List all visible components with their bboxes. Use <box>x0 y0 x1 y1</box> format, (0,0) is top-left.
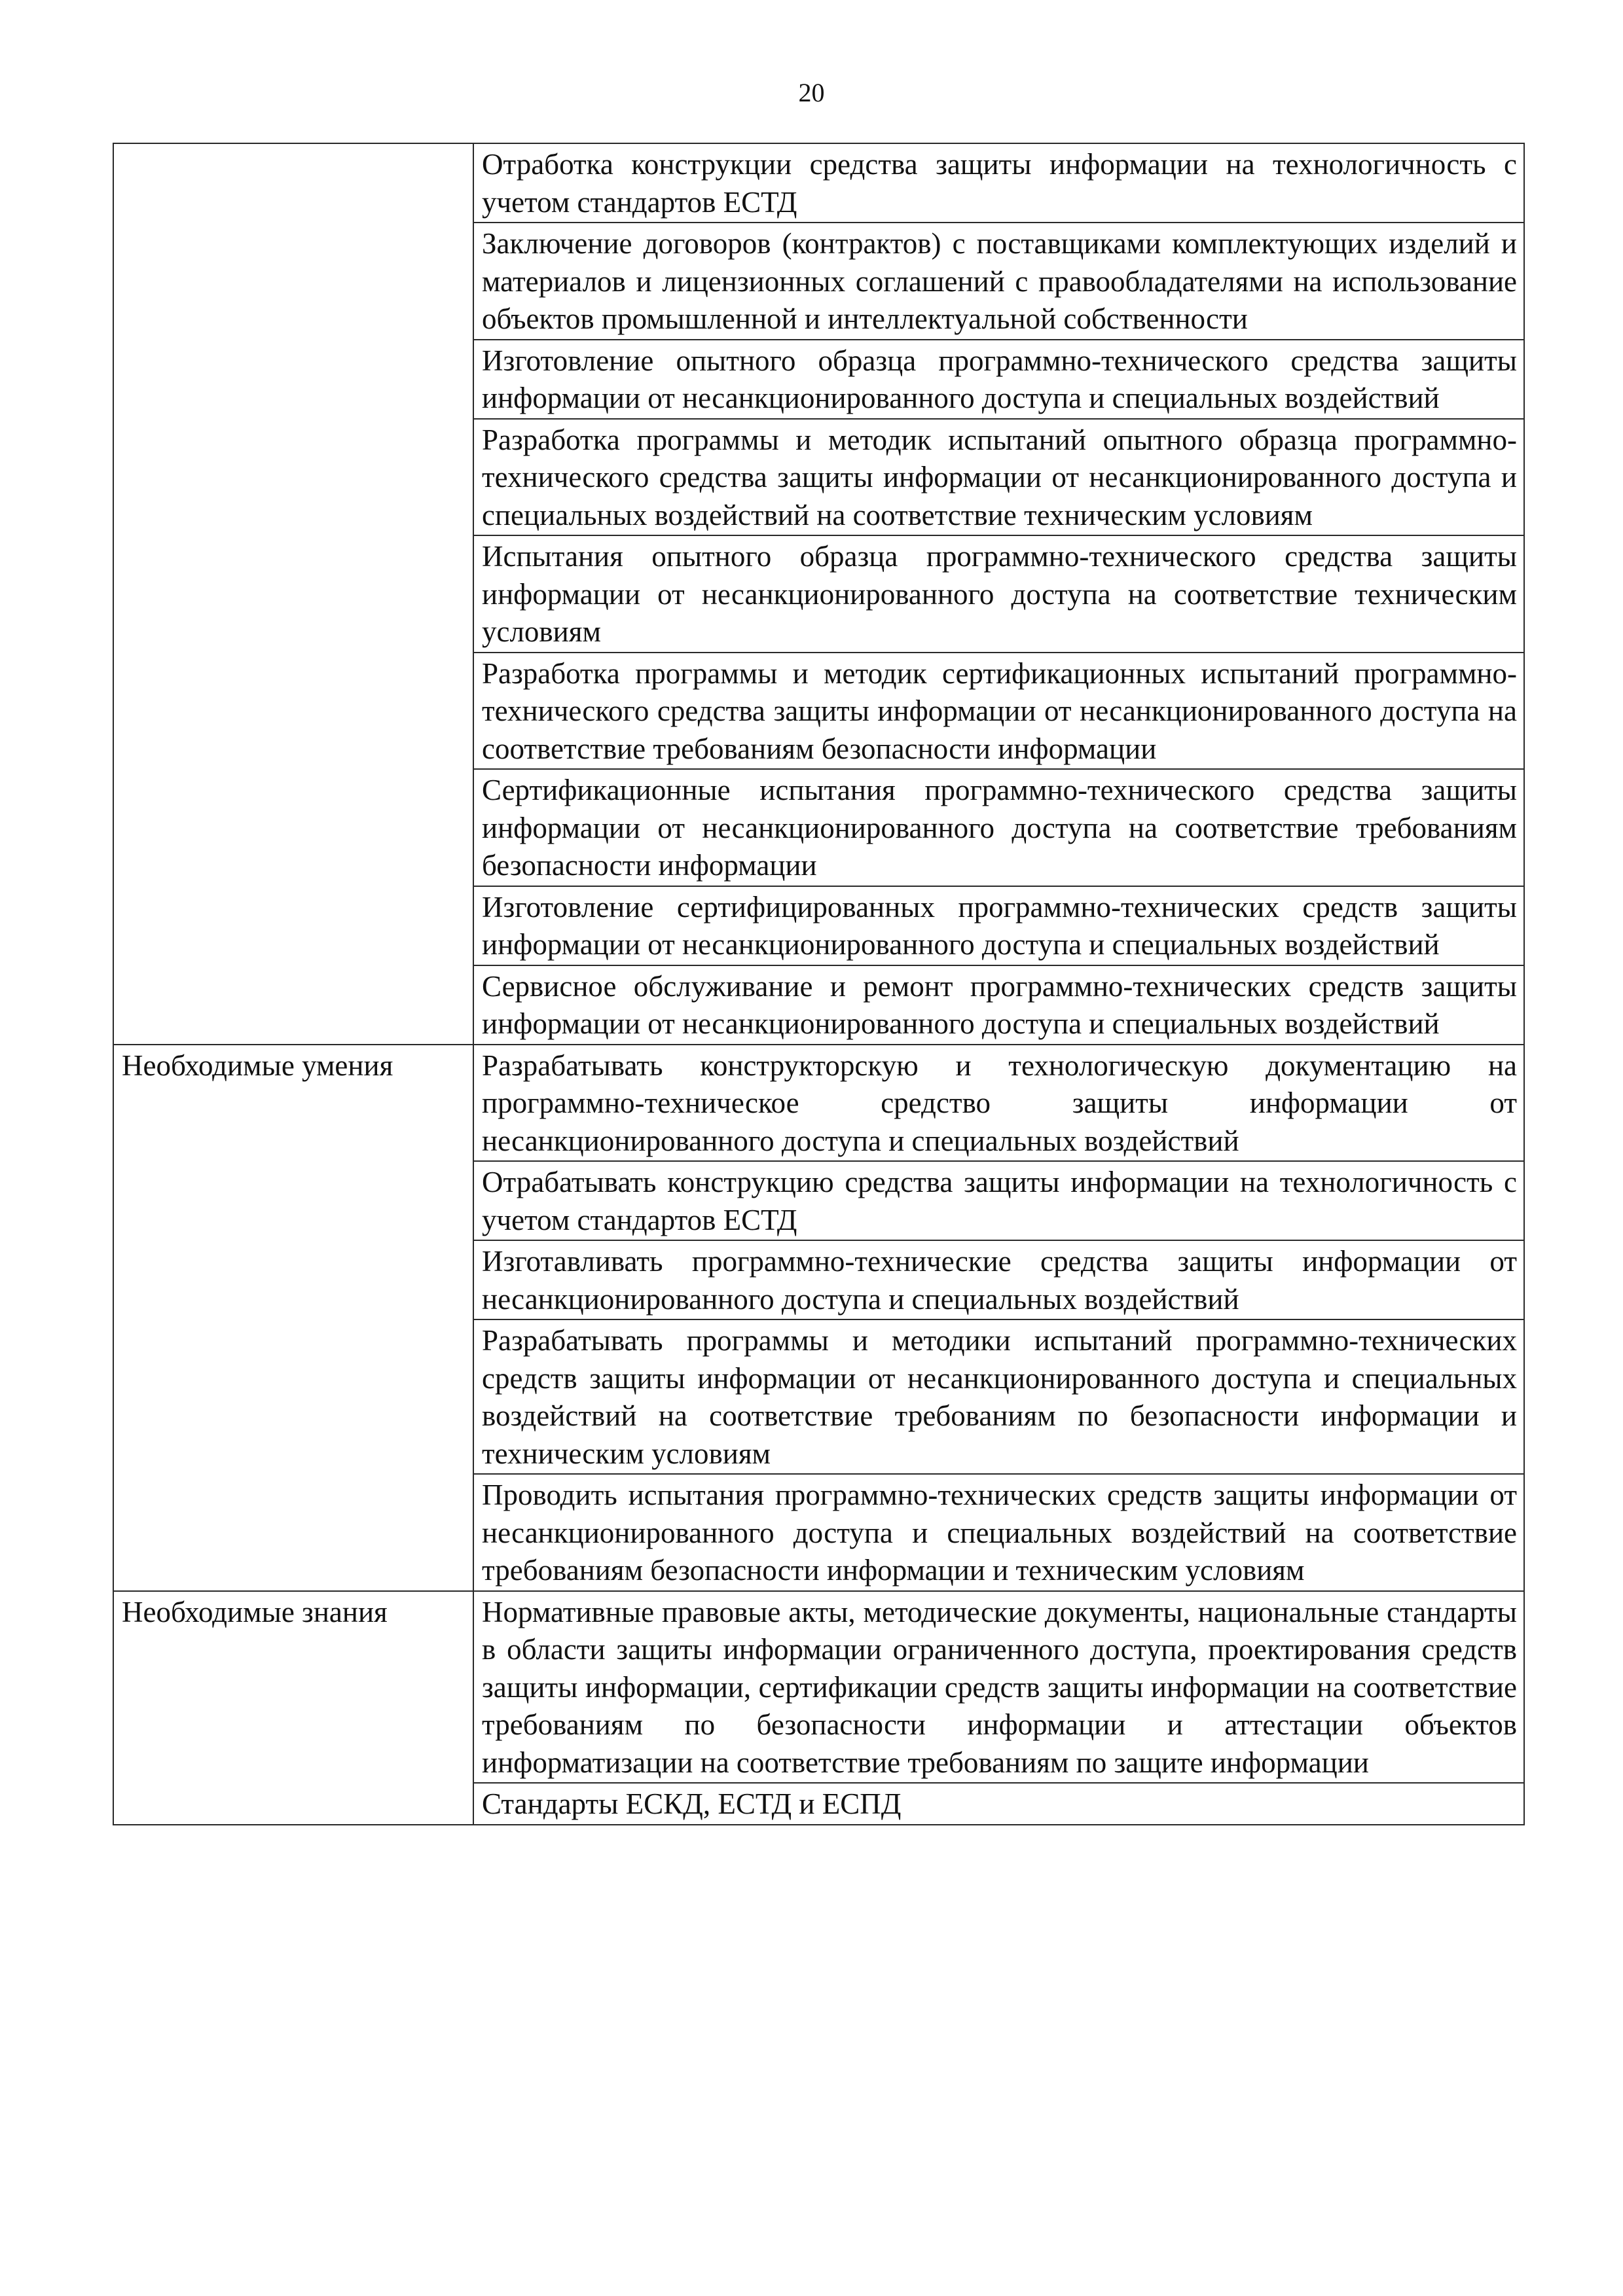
labor-action-item: Разработка программы и методик сертификационных испытаний программно-технического средства защиты информации от несанкционированного доступа на соответствие требованиям безопасности информации <box>473 653 1524 770</box>
labor-action-item: Изготовление сертифицированных программно-технических средств защиты информации от несанкционированного доступа и специальных воздействий <box>473 886 1524 965</box>
table-row <box>113 1045 1524 1162</box>
competency-table <box>113 143 1525 1825</box>
labor-action-item: Изготовление опытного образца программно-технического средства защиты информации от несанкционированного доступа и специальных воздействий <box>473 340 1524 419</box>
labor-action-item: Сертификационные испытания программно-технического средства защиты информации от несанкционированного доступа на соответствие требованиям безопасности информации <box>473 769 1524 886</box>
knowledge-item: Стандарты ЕСКД, ЕСТД и ЕСПД <box>473 1783 1524 1825</box>
skill-item: Разрабатывать программы и методики испытаний программно-технических средств защиты информации от несанкционированного доступа и специальных воздействий на соответствие требованиям по безопасности информации и техническим условиям <box>473 1319 1524 1474</box>
page-number: 20 <box>798 78 825 107</box>
labor-action-item: Заключение договоров (контрактов) с поставщиками комплектующих изделий и материалов и лицензионных соглашений с правообладателями на использование объектов промышленной и интеллектуальной собственности <box>473 223 1524 340</box>
skill-item: Разрабатывать конструкторскую и технологическую документацию на программно-техническое средство защиты информации от несанкционированного доступа и специальных воздействий <box>473 1045 1524 1162</box>
table-row <box>113 1591 1524 1784</box>
skill-item: Проводить испытания программно-технических средств защиты информации от несанкционированного доступа и специальных воздействий на соответствие требованиям безопасности информации и техническим условиям <box>473 1474 1524 1591</box>
labor-action-item: Испытания опытного образца программно-технического средства защиты информации от несанкционированного доступа на соответствие техническим условиям <box>473 535 1524 653</box>
knowledge-label: Необходимые знания <box>113 1591 473 1825</box>
skill-item: Отрабатывать конструкцию средства защиты информации на технологичность с учетом стандартов ЕСТД <box>473 1161 1524 1240</box>
knowledge-item: Нормативные правовые акты, методические документы, национальные стандарты в области защиты информации ограниченного доступа, проектирования средств защиты информации, сертификации средств защиты информации на соответствие требованиям по безопасности информации и аттестации объектов информатизации на соответствие требованиям по защите информации <box>473 1591 1524 1784</box>
table-row <box>113 143 1524 223</box>
labor-action-item: Сервисное обслуживание и ремонт программно-технических средств защиты информации от несанкционированного доступа и специальных воздействий <box>473 965 1524 1045</box>
labor-actions-label-cell <box>113 143 473 1045</box>
labor-action-item: Отработка конструкции средства защиты информации на технологичность с учетом стандартов ЕСТД <box>473 143 1524 223</box>
labor-action-item: Разработка программы и методик испытаний опытного образца программно-технического средства защиты информации от несанкционированного доступа и специальных воздействий на соответствие техническим условиям <box>473 419 1524 536</box>
skill-item: Изготавливать программно-технические средства защиты информации от несанкционированного доступа и специальных воздействий <box>473 1240 1524 1319</box>
skills-label: Необходимые умения <box>113 1045 473 1591</box>
